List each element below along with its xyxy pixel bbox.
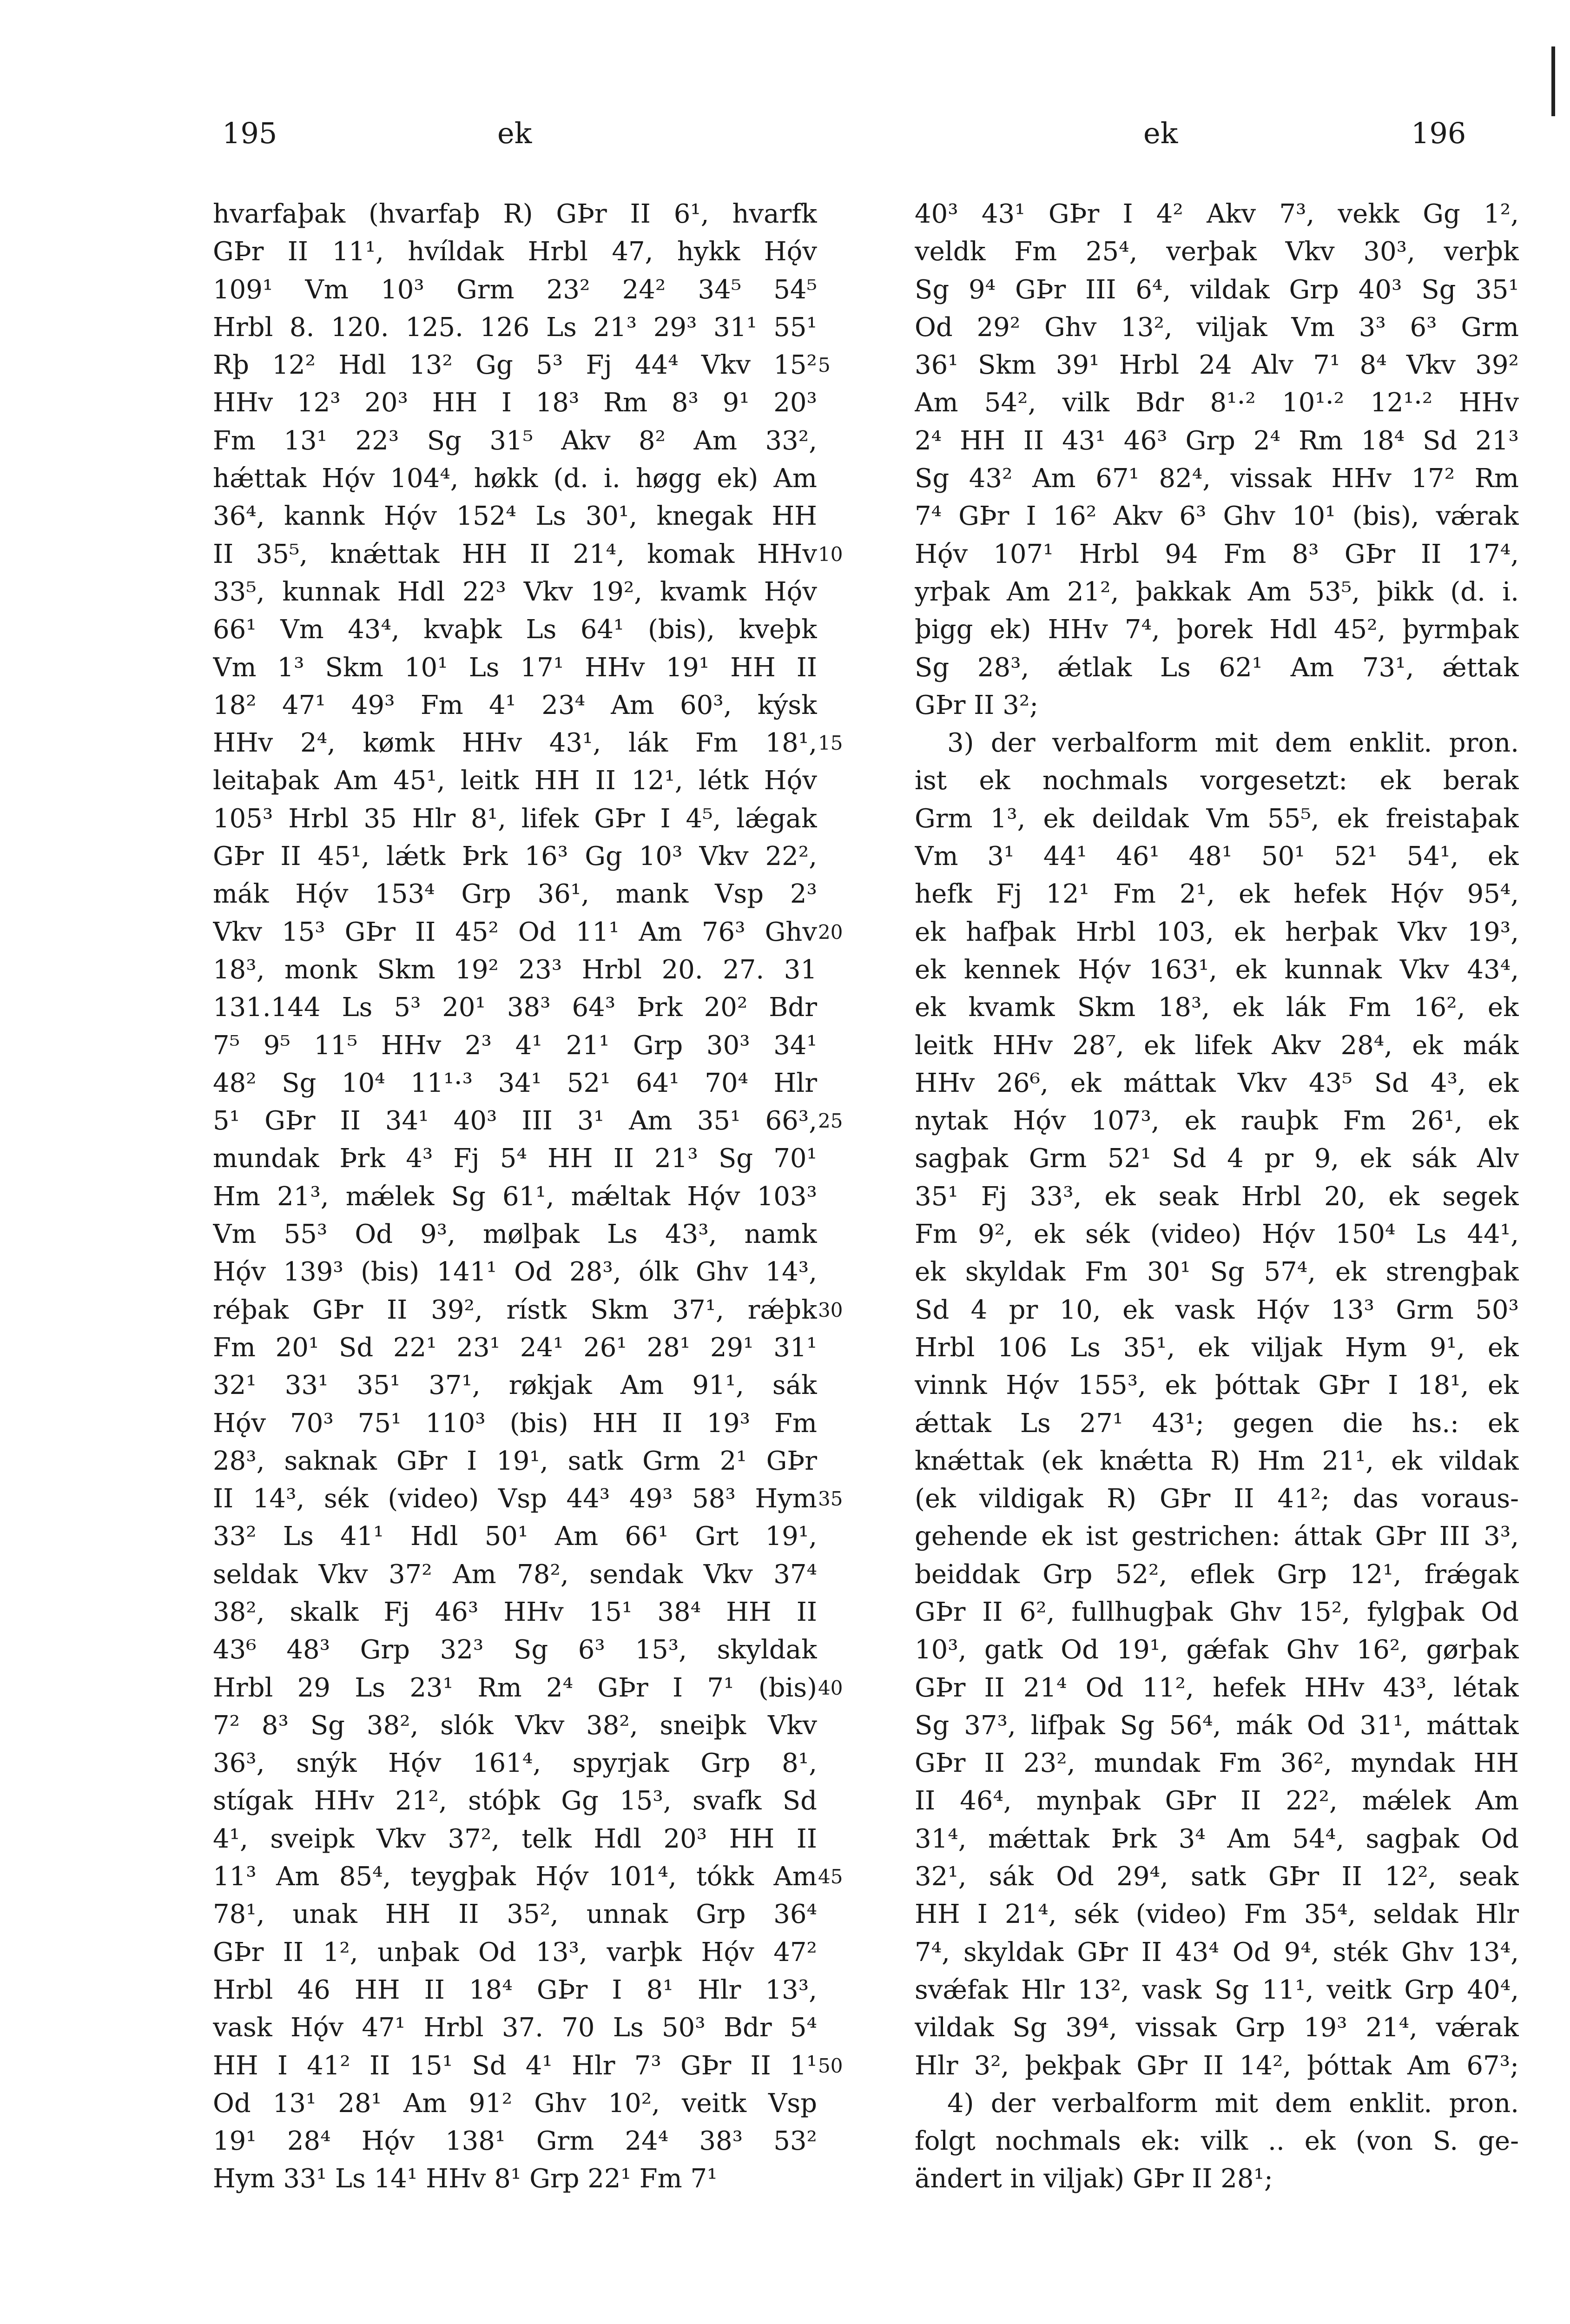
text-line: Vm 55³ Od 9³, mølþak Ls 43³, namk	[213, 1219, 817, 1250]
text-line: hefk Fj 12¹ Fm 2¹, ek hefek Hǫ́v 95⁴,	[915, 879, 1519, 910]
text-line: mák Hǫ́v 153⁴ Grp 36¹, mank Vsp 2³	[213, 879, 817, 910]
text-line: Hrbl 29 Ls 23¹ Rm 2⁴ GÞr I 7¹ (bis)	[213, 1672, 817, 1703]
text-line: mundak Þrk 4³ Fj 5⁴ HH II 21³ Sg 70¹	[213, 1143, 817, 1174]
text-line: Vm 1³ Skm 10¹ Ls 17¹ HHv 19¹ HH II	[213, 652, 817, 683]
text-line: 3) der verbalform mit dem enklit. pron.	[947, 728, 1519, 759]
text-line: ek hafþak Hrbl 103, ek herþak Vkv 19³,	[915, 917, 1519, 947]
text-line: II 35⁵, knǽttak HH II 21⁴, komak HHv	[213, 539, 817, 569]
text-line: vask Hǫ́v 47¹ Hrbl 37. 70 Ls 50³ Bdr 5⁴	[213, 2013, 817, 2043]
text-line: Od 29² Ghv 13², viljak Vm 3³ 6³ Grm	[915, 312, 1519, 343]
text-line: Hlr 3², þekþak GÞr II 14², þóttak Am 67³;	[915, 2050, 1519, 2081]
text-line: Hǫ́v 139³ (bis) 141¹ Od 28³, ólk Ghv 14³,	[213, 1257, 817, 1287]
text-line: 18² 47¹ 49³ Fm 4¹ 23⁴ Am 60³, kýsk	[213, 690, 817, 720]
line-number: 30	[818, 1298, 843, 1321]
text-line: HH I 41² II 15¹ Sd 4¹ Hlr 7³ GÞr II 1¹	[213, 2050, 817, 2081]
text-line: 7⁴, skyldak GÞr II 43⁴ Od 9⁴, sték Ghv 13⁴,	[915, 1937, 1519, 1967]
text-line: veldk Fm 25⁴, verþak Vkv 30³, verþk	[915, 237, 1519, 267]
text-line: II 46⁴, mynþak GÞr II 22², mǽlek Am	[915, 1786, 1519, 1816]
page-number-right: 196	[1411, 116, 1466, 150]
text-line: 11³ Am 85⁴, teygþak Hǫ́v 101⁴, tókk Am	[213, 1862, 817, 1892]
text-line: yrþak Am 21², þakkak Am 53⁵, þikk (d. i.	[915, 576, 1519, 607]
text-line: 105³ Hrbl 35 Hlr 8¹, lifek GÞr I 4⁵, lǽgak	[213, 803, 817, 834]
text-line: 33² Ls 41¹ Hdl 50¹ Am 66¹ Grt 19¹,	[213, 1521, 817, 1552]
text-line: ek kvamk Skm 18³, ek lák Fm 16², ek	[915, 992, 1519, 1023]
text-line: 2⁴ HH II 43¹ 46³ Grp 2⁴ Rm 18⁴ Sd 21³	[915, 425, 1519, 456]
text-line: 32¹ 33¹ 35¹ 37¹, røkjak Am 91¹, sák	[213, 1370, 817, 1401]
text-line: Fm 9², ek sék (video) Hǫ́v 150⁴ Ls 44¹,	[915, 1219, 1519, 1250]
text-line: 7⁵ 9⁵ 11⁵ HHv 2³ 4¹ 21¹ Grp 30³ 34¹	[213, 1030, 817, 1061]
text-line: Hym 33¹ Ls 14¹ HHv 8¹ Grp 22¹ Fm 7¹	[213, 2164, 718, 2194]
text-line: Fm 13¹ 22³ Sg 31⁵ Akv 8² Am 33²,	[213, 425, 817, 456]
text-line: GÞr II 11¹, hvíldak Hrbl 47, hykk Hǫ́v	[213, 237, 817, 267]
text-line: Fm 20¹ Sd 22¹ 23¹ 24¹ 26¹ 28¹ 29¹ 31¹	[213, 1332, 817, 1363]
text-line: Hm 21³, mǽlek Sg 61¹, mǽltak Hǫ́v 103³	[213, 1181, 817, 1212]
text-line: 48² Sg 10⁴ 11¹·³ 34¹ 52¹ 64¹ 70⁴ Hlr	[213, 1068, 817, 1098]
text-line: 32¹, sák Od 29⁴, satk GÞr II 12², seak	[915, 1862, 1519, 1892]
text-line: 4) der verbalform mit dem enklit. pron.	[947, 2088, 1519, 2119]
text-line: ek kennek Hǫ́v 163¹, ek kunnak Vkv 43⁴,	[915, 954, 1519, 985]
text-line: ek skyldak Fm 30¹ Sg 57⁴, ek strengþak	[915, 1257, 1519, 1287]
text-line: 43⁶ 48³ Grp 32³ Sg 6³ 15³, skyldak	[213, 1635, 817, 1665]
text-line: Hǫ́v 107¹ Hrbl 94 Fm 8³ GÞr II 17⁴,	[915, 539, 1519, 569]
text-line: 38², skalk Fj 46³ HHv 15¹ 38⁴ HH II	[213, 1597, 817, 1627]
text-line: sagþak Grm 52¹ Sd 4 pr 9, ek sák Alv	[915, 1143, 1519, 1174]
text-line: vildak Sg 39⁴, vissak Grp 19³ 21⁴, vǽrak	[915, 2013, 1519, 2043]
text-line: þigg ek) HHv 7⁴, þorek Hdl 45², þyrmþak	[915, 614, 1519, 645]
text-line: 33⁵, kunnak Hdl 22³ Vkv 19², kvamk Hǫ́v	[213, 576, 817, 607]
line-number: 45	[818, 1865, 843, 1888]
text-line: 7⁴ GÞr I 16² Akv 6³ Ghv 10¹ (bis), vǽrak	[915, 501, 1519, 532]
text-line: HHv 2⁴, kømk HHv 43¹, lák Fm 18¹,	[213, 728, 817, 759]
page-number-left: 195	[222, 116, 277, 150]
text-line: Vkv 15³ GÞr II 45² Od 11¹ Am 76³ Ghv	[213, 917, 817, 947]
text-line: Hǫ́v 70³ 75¹ 110³ (bis) HH II 19³ Fm	[213, 1408, 817, 1439]
text-line: (ek vildigak R) GÞr II 41²; das voraus-	[915, 1484, 1519, 1514]
text-line: hvarfaþak (hvarfaþ R) GÞr II 6¹, hvarfk	[213, 199, 817, 229]
text-line: Sg 37³, lifþak Sg 56⁴, mák Od 31¹, máttak	[915, 1710, 1519, 1741]
text-line: 109¹ Vm 10³ Grm 23² 24² 34⁵ 54⁵	[213, 274, 817, 305]
text-line: Sg 43² Am 67¹ 82⁴, vissak HHv 17² Rm	[915, 463, 1519, 494]
text-line: Hrbl 46 HH II 18⁴ GÞr I 8¹ Hlr 13³,	[213, 1974, 817, 2005]
text-line: GÞr II 1², unþak Od 13³, varþk Hǫ́v 47²	[213, 1937, 817, 1967]
text-line: HH I 21⁴, sék (video) Fm 35⁴, seldak Hlr	[915, 1899, 1519, 1930]
text-line: 10³, gatk Od 19¹, gǽfak Ghv 16², gørþak	[915, 1635, 1519, 1665]
text-line: Grm 1³, ek deildak Vm 55⁵, ek freistaþak	[915, 803, 1519, 834]
text-line: Od 13¹ 28¹ Am 91² Ghv 10², veitk Vsp	[213, 2088, 817, 2119]
text-line: stígak HHv 21², stóþk Gg 15³, svafk Sd	[213, 1786, 817, 1816]
text-line: Am 54², vilk Bdr 8¹·² 10¹·² 12¹·² HHv	[915, 388, 1519, 418]
text-line: 36¹ Skm 39¹ Hrbl 24 Alv 7¹ 8⁴ Vkv 39²	[915, 350, 1519, 381]
text-line: GÞr II 6², fullhugþak Ghv 15², fylgþak Od	[915, 1597, 1519, 1627]
text-line: HHv 12³ 20³ HH I 18³ Rm 8³ 9¹ 20³	[213, 388, 817, 418]
page-header	[0, 116, 1570, 163]
text-line: nytak Hǫ́v 107³, ek rauþk Fm 26¹, ek	[915, 1106, 1519, 1136]
text-line: Vm 3¹ 44¹ 46¹ 48¹ 50¹ 52¹ 54¹, ek	[915, 841, 1519, 872]
text-line: Rþ 12² Hdl 13² Gg 5³ Fj 44⁴ Vkv 15²	[213, 350, 817, 381]
line-number: 20	[818, 920, 843, 944]
text-line: ist ek nochmals vorgesetzt: ek berak	[915, 766, 1519, 796]
text-line: 7² 8³ Sg 38², slók Vkv 38², sneiþk Vkv	[213, 1710, 817, 1741]
text-line: seldak Vkv 37² Am 78², sendak Vkv 37⁴	[213, 1559, 817, 1590]
text-line: Sg 28³, ǽtlak Ls 62¹ Am 73¹, ǽttak	[915, 652, 1519, 683]
line-number: 50	[818, 2054, 843, 2077]
text-line: knǽttak (ek knǽtta R) Hm 21¹, ek vildak	[915, 1446, 1519, 1476]
text-line: HHv 26⁶, ek máttak Vkv 43⁵ Sd 4³, ek	[915, 1068, 1519, 1098]
line-number: 15	[818, 732, 843, 755]
text-line: leitk HHv 28⁷, ek lifek Akv 28⁴, ek mák	[915, 1030, 1519, 1061]
text-line: 19¹ 28⁴ Hǫ́v 138¹ Grm 24⁴ 38³ 53²	[213, 2126, 817, 2157]
text-line: leitaþak Am 45¹, leitk HH II 12¹, létk Hǫ́v	[213, 766, 817, 796]
text-line: II 14³, sék (video) Vsp 44³ 49³ 58³ Hym	[213, 1484, 817, 1514]
text-line: 18³, monk Skm 19² 23³ Hrbl 20. 27. 31	[213, 954, 817, 985]
text-line: Hrbl 8. 120. 125. 126 Ls 21³ 29³ 31¹ 55¹	[213, 312, 817, 343]
text-line: GÞr II 21⁴ Od 11², hefek HHv 43³, létak	[915, 1672, 1519, 1703]
text-line: ǽttak Ls 27¹ 43¹; gegen die hs.: ek	[915, 1408, 1519, 1439]
text-line: Sd 4 pr 10, ek vask Hǫ́v 13³ Grm 50³	[915, 1294, 1519, 1325]
text-line: 36³, snýk Hǫ́v 161⁴, spyrjak Grp 8¹,	[213, 1748, 817, 1779]
text-line: gehende ek ist gestrichen: áttak GÞr III 3³,	[915, 1521, 1519, 1552]
right-column	[915, 195, 1519, 2198]
text-line: hǽttak Hǫ́v 104⁴, høkk (d. i. høgg ek) Am	[213, 463, 817, 494]
text-line: 66¹ Vm 43⁴, kvaþk Ls 64¹ (bis), kveþk	[213, 614, 817, 645]
text-line: 4¹, sveipk Vkv 37², telk Hdl 20³ HH II	[213, 1823, 817, 1854]
text-line: 40³ 43¹ GÞr I 4² Akv 7³, vekk Gg 1²,	[915, 199, 1519, 229]
text-line: 36⁴, kannk Hǫ́v 152⁴ Ls 30¹, knegak HH	[213, 501, 817, 532]
left-column	[213, 195, 817, 2198]
text-line: 28³, saknak GÞr I 19¹, satk Grm 2¹ GÞr	[213, 1446, 817, 1476]
line-number: 40	[818, 1676, 843, 1699]
line-number: 25	[818, 1109, 843, 1133]
line-number: 10	[818, 542, 843, 566]
text-line: réþak GÞr II 39², rístk Skm 37¹, rǽþk	[213, 1294, 817, 1325]
text-line: ändert in viljak) GÞr II 28¹;	[915, 2164, 1273, 2194]
text-line: 131.144 Ls 5³ 20¹ 38³ 64³ Þrk 20² Bdr	[213, 992, 817, 1023]
running-head-right: ek	[1143, 116, 1178, 150]
text-line: GÞr II 3²;	[915, 690, 1039, 720]
text-line: svǽfak Hlr 13², vask Sg 11¹, veitk Grp 40⁴,	[915, 1974, 1519, 2005]
text-line: 78¹, unak HH II 35², unnak Grp 36⁴	[213, 1899, 817, 1930]
line-number: 35	[818, 1487, 843, 1511]
text-line: vinnk Hǫ́v 155³, ek þóttak GÞr I 18¹, ek	[915, 1370, 1519, 1401]
text-line: GÞr II 23², mundak Fm 36², myndak HH	[915, 1748, 1519, 1779]
text-line: 31⁴, mǽttak Þrk 3⁴ Am 54⁴, sagþak Od	[915, 1823, 1519, 1854]
line-number: 5	[818, 354, 831, 377]
running-head-left: ek	[497, 116, 532, 150]
text-line: 35¹ Fj 33³, ek seak Hrbl 20, ek segek	[915, 1181, 1519, 1212]
margin-mark	[1551, 46, 1555, 116]
text-line: folgt nochmals ek: vilk .. ek (von S. ge-	[915, 2126, 1519, 2157]
text-line: Sg 9⁴ GÞr III 6⁴, vildak Grp 40³ Sg 35¹	[915, 274, 1519, 305]
text-line: GÞr II 45¹, lǽtk Þrk 16³ Gg 10³ Vkv 22²,	[213, 841, 817, 872]
text-line: Hrbl 106 Ls 35¹, ek viljak Hym 9¹, ek	[915, 1332, 1519, 1363]
text-line: 5¹ GÞr II 34¹ 40³ III 3¹ Am 35¹ 66³,	[213, 1106, 817, 1136]
text-line: beiddak Grp 52², eflek Grp 12¹, frǽgak	[915, 1559, 1519, 1590]
